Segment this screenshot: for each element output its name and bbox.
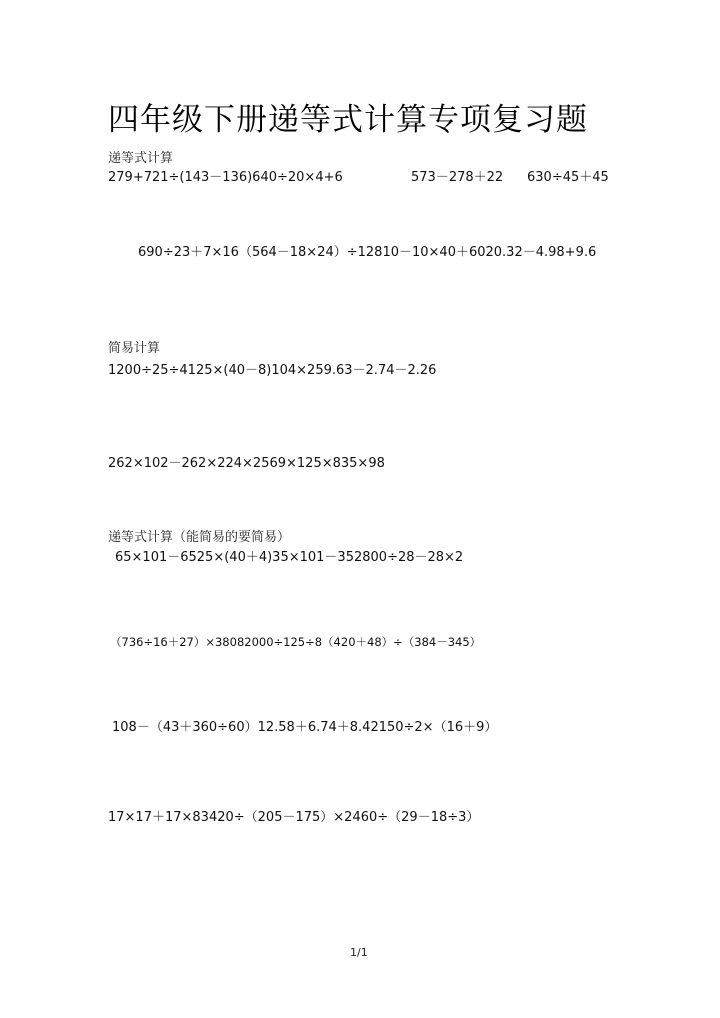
problem-line: 279+721÷(143－136)640÷20×4+6	[108, 170, 343, 185]
problem-line: 262×102－262×224×2569×125×835×98	[108, 456, 385, 471]
section-heading-simple: 简易计算	[108, 341, 161, 356]
problem-line: 690÷23＋7×16（564－18×24）÷12810－10×40＋6020.32－4.98+9.6	[138, 245, 597, 260]
section-heading-calc-simplify: 递等式计算（能简易的要简易）	[108, 530, 291, 545]
problem-line: （736÷16＋27）×38082000÷125÷8（420＋48）÷（384－345）	[110, 635, 482, 649]
problem-line: 108－（43＋360÷60）12.58＋6.74＋8.42150÷2×（16＋9）	[112, 720, 498, 735]
page-number: 1/1	[350, 946, 368, 959]
problem-line: 17×17＋17×83420÷（205－175）×2460÷（29－18÷3）	[108, 810, 480, 825]
problem-line: 573－278＋22	[411, 170, 504, 185]
problem-line: 1200÷25÷4125×(40－8)104×259.63－2.74－2.26	[108, 363, 437, 378]
problem-line: 65×101－6525×(40＋4)35×101－352800÷28－28×2	[115, 550, 464, 565]
problem-line: 630÷45＋45	[527, 170, 609, 185]
section-heading-calc: 递等式计算	[108, 151, 174, 166]
page-title: 四年级下册递等式计算专项复习题	[108, 102, 588, 138]
